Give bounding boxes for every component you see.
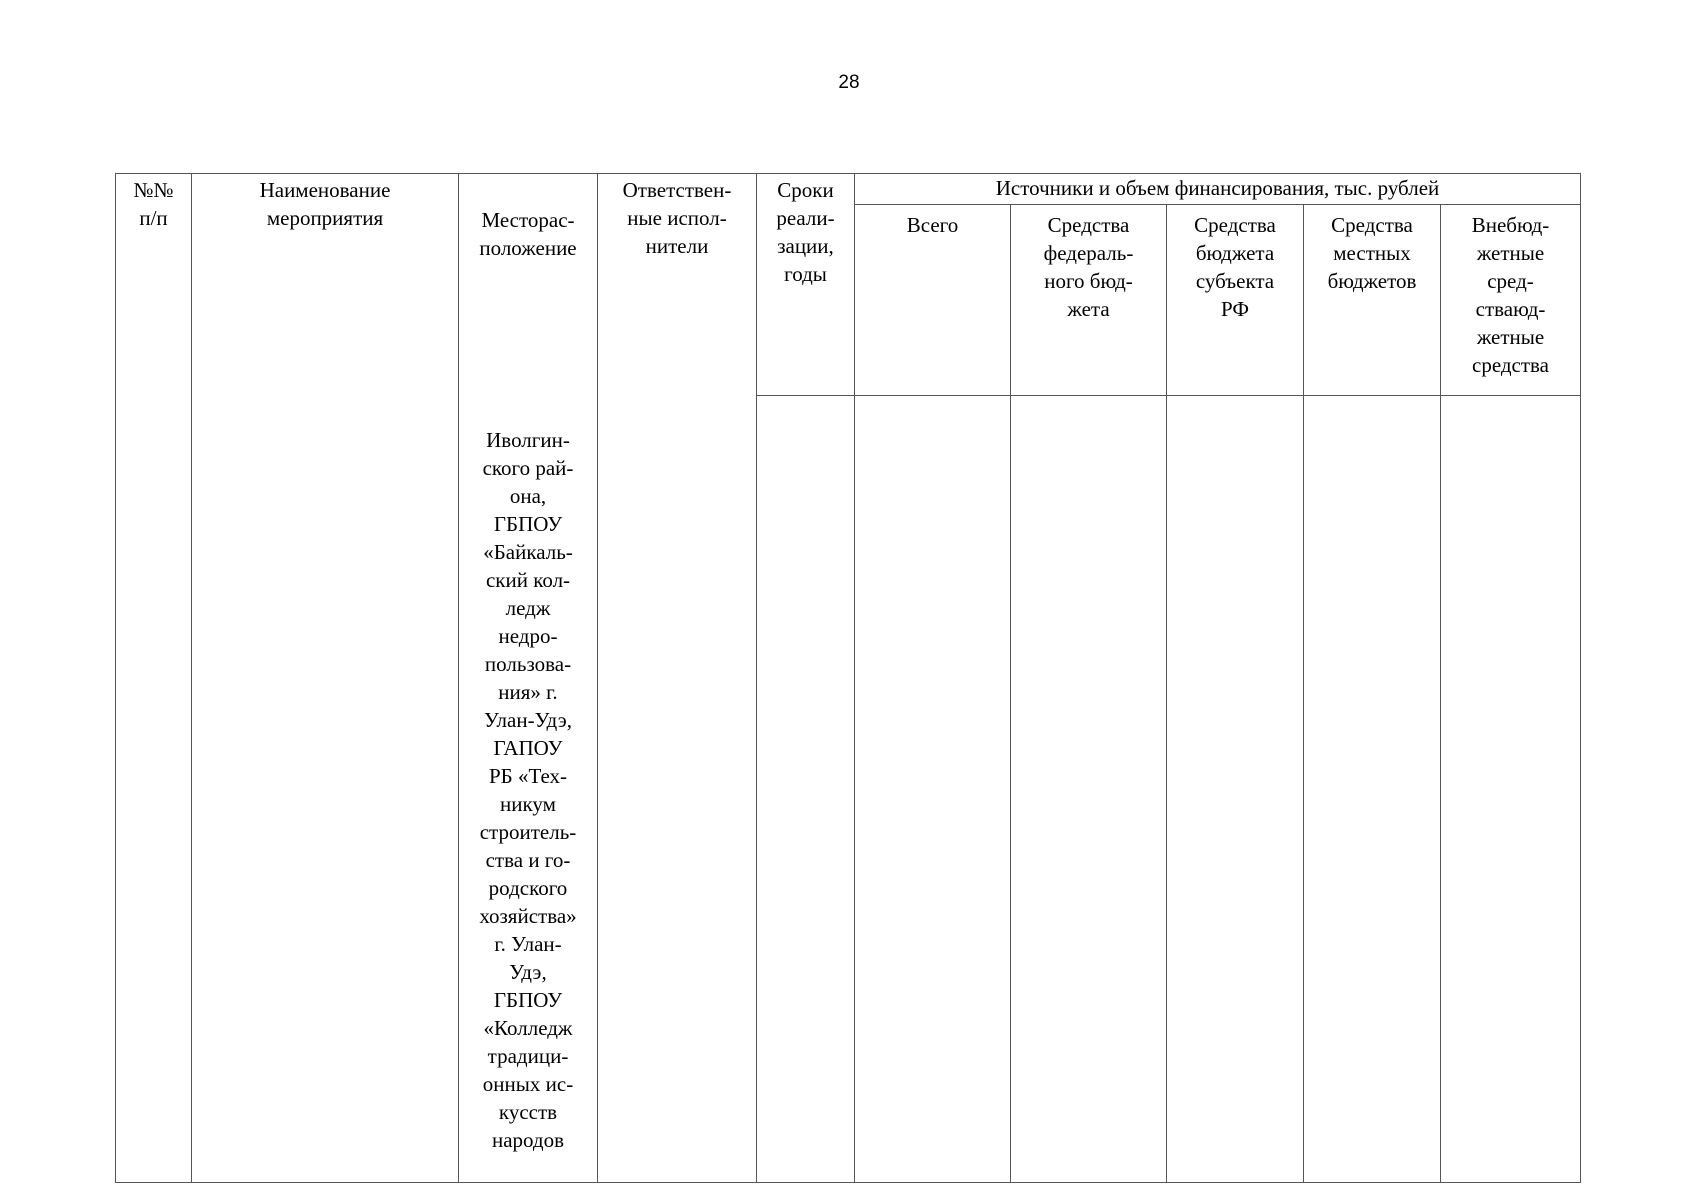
header-period: Сроки реали- зации, годы [757,174,855,396]
header-row [116,174,1581,205]
row-location: Иволгин- ского рай- она, ГБПОУ «Байкаль- ский кол- ледж недро- пользова- ния» г. Улан-Удэ, ГАПОУ РБ «Тех- никум строитель- ства и го- родского хозяйства» г. Улан- Удэ, ГБПОУ «Колледж традици- онных ис- кусств народов [479,428,577,1152]
header-regional: Средства бюджета субъекта РФ [1167,205,1304,396]
location-cell [459,174,598,1183]
header-responsible: Ответствен- ные испол- нители [598,174,757,1183]
row-total [855,395,1011,1182]
header-federal: Средства федераль- ного бюд- жета [1011,205,1167,396]
row-extra [1441,395,1581,1182]
header-total: Всего [855,205,1011,396]
header-name: Наименование мероприятия [192,174,459,1183]
row-regional [1167,395,1304,1182]
header-number: №№ п/п [116,174,192,1183]
header-extra: Внебюд- жетные сред- стваюд- жетные средства [1441,205,1581,396]
financing-table [115,173,1581,1183]
row-federal [1011,395,1167,1182]
page-number: 28 [838,72,860,93]
header-location: Месторас- положение [479,208,577,260]
header-sources: Источники и объем финансирования, тыс. рублей [855,174,1581,205]
row-period [757,395,855,1182]
row-local [1304,395,1441,1182]
header-local: Средства местных бюджетов [1304,205,1441,396]
